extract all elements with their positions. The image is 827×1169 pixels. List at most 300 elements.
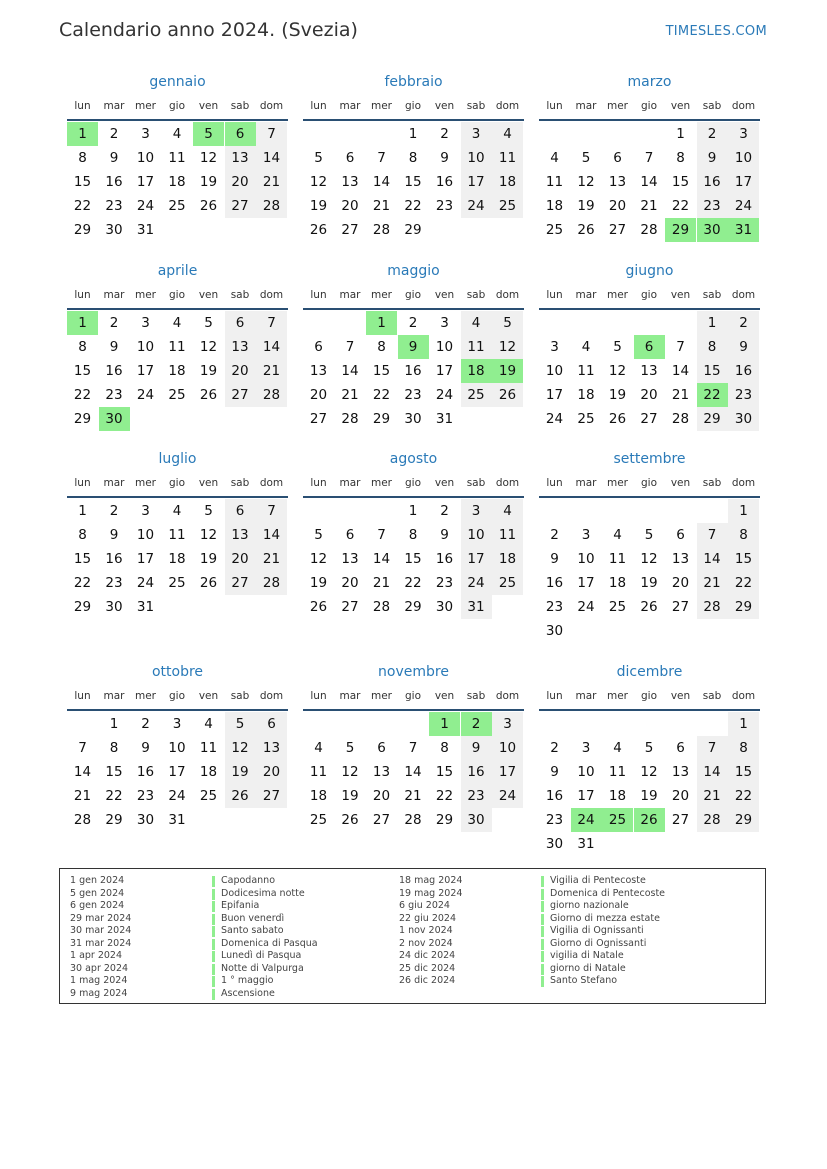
day-cell: 12	[577, 174, 595, 190]
day-cell: 13	[225, 146, 256, 170]
day-cell: 27	[225, 194, 256, 218]
weekday-header: mer	[134, 690, 156, 702]
day-cell: 24	[461, 194, 492, 218]
day-cell: 28	[640, 222, 658, 238]
day-cell: 8	[377, 339, 386, 355]
day-cell: 8	[728, 523, 759, 547]
day-cell: 2	[141, 716, 150, 732]
weekday-header: ven	[434, 690, 455, 702]
month-name: marzo	[627, 74, 672, 90]
day-cell: 17	[136, 174, 155, 190]
day-cell: 12	[341, 764, 359, 780]
day-cell: 26	[309, 599, 328, 615]
day-cell: 7	[345, 339, 355, 355]
day-cell: 10	[728, 146, 759, 170]
month-divider	[67, 496, 288, 498]
day-cell: 17	[168, 764, 186, 780]
day-cell: 22	[404, 575, 422, 591]
day-cell: 1	[728, 712, 759, 736]
day-cell: 26	[309, 222, 328, 238]
weekday-header: mer	[370, 477, 392, 489]
day-cell: 20	[671, 788, 690, 804]
day-cell: 23	[697, 194, 728, 218]
day-cell: 3	[492, 712, 523, 736]
day-cell: 25	[602, 808, 633, 832]
weekday-header: mar	[575, 477, 597, 489]
day-cell: 28	[697, 808, 728, 832]
weekday-header: dom	[731, 100, 756, 112]
weekday-header: ven	[670, 690, 691, 702]
day-cell: 15	[671, 174, 690, 190]
day-cell: 23	[105, 387, 123, 403]
day-cell: 9	[550, 551, 559, 567]
day-cell: 9	[440, 150, 449, 166]
weekday-header: ven	[434, 100, 455, 112]
day-cell: 1	[728, 499, 759, 523]
day-cell: 22	[73, 198, 92, 214]
day-cell: 31	[136, 599, 155, 615]
day-cell: 3	[581, 527, 591, 543]
legend-marker	[212, 914, 215, 925]
weekday-header: gio	[640, 100, 657, 112]
day-cell: 15	[404, 551, 422, 567]
weekday-header: mar	[103, 100, 125, 112]
day-cell: 9	[550, 764, 559, 780]
legend-holiday-name: Vigilia di Pentecoste	[550, 875, 646, 886]
weekday-header: ven	[670, 289, 691, 301]
day-cell: 27	[256, 784, 287, 808]
weekday-header: lun	[74, 289, 91, 301]
day-cell: 24	[136, 387, 155, 403]
day-cell: 10	[136, 339, 155, 355]
day-cell: 29	[404, 222, 422, 238]
month-name: settembre	[613, 451, 686, 467]
day-cell: 10	[461, 523, 492, 547]
legend-marker	[212, 901, 215, 912]
day-cell: 9	[398, 335, 429, 359]
weekday-header: mer	[606, 477, 628, 489]
day-cell: 19	[225, 760, 256, 784]
month-divider	[303, 709, 524, 711]
weekday-header: mer	[370, 100, 392, 112]
day-cell: 19	[309, 198, 328, 214]
day-cell: 22	[697, 383, 728, 407]
legend-date: 19 mag 2024	[399, 887, 463, 899]
day-cell: 5	[204, 503, 213, 519]
legend-marker	[212, 876, 215, 887]
day-cell: 7	[256, 122, 287, 146]
legend-date: 26 dic 2024	[399, 975, 456, 986]
day-cell: 1	[676, 126, 685, 142]
day-cell: 18	[608, 575, 627, 591]
day-cell: 13	[256, 736, 287, 760]
weekday-header: dom	[495, 690, 520, 702]
day-cell: 8	[728, 736, 759, 760]
day-cell: 24	[728, 194, 759, 218]
day-cell: 30	[545, 623, 564, 639]
day-cell: 16	[697, 170, 728, 194]
legend-date: 6 gen 2024	[70, 900, 125, 911]
day-cell: 28	[404, 812, 422, 828]
day-cell: 13	[608, 174, 627, 190]
day-cell: 11	[168, 339, 186, 355]
day-cell: 26	[577, 222, 595, 238]
day-cell: 24	[461, 571, 492, 595]
weekday-header: lun	[310, 477, 327, 489]
day-cell: 30	[545, 836, 564, 852]
legend-date: 30 apr 2024	[70, 962, 129, 974]
legend-date: 1 gen 2024	[70, 875, 125, 886]
legend-marker	[541, 964, 544, 975]
legend-date: 1 mag 2024	[70, 975, 128, 986]
legend-holiday-name: Santo sabato	[221, 925, 284, 936]
day-cell: 18	[168, 363, 186, 379]
day-cell: 4	[613, 527, 622, 543]
day-cell: 16	[545, 788, 564, 804]
holiday-legend	[59, 868, 766, 1004]
day-cell: 3	[440, 315, 449, 331]
weekday-header: mer	[134, 100, 156, 112]
weekday-header: sab	[702, 477, 722, 489]
day-cell: 7	[78, 740, 87, 756]
month-divider	[539, 119, 760, 121]
day-cell: 21	[640, 198, 658, 214]
day-cell: 16	[435, 174, 454, 190]
month-divider	[303, 496, 524, 498]
weekday-header: lun	[74, 690, 91, 702]
day-cell: 1	[366, 311, 397, 335]
day-cell: 7	[697, 523, 728, 547]
month-divider	[303, 308, 524, 310]
month-name: maggio	[387, 263, 440, 279]
weekday-header: mer	[370, 289, 392, 301]
day-cell: 24	[168, 788, 186, 804]
day-cell: 25	[461, 383, 492, 407]
day-cell: 1	[109, 716, 119, 732]
day-cell: 20	[256, 760, 287, 784]
day-cell: 7	[256, 311, 287, 335]
weekday-header: sab	[466, 100, 486, 112]
day-cell: 24	[136, 575, 155, 591]
weekday-header: sab	[230, 477, 250, 489]
legend-date: 9 mag 2024	[70, 987, 128, 999]
day-cell: 19	[640, 788, 658, 804]
day-cell: 22	[435, 788, 454, 804]
day-cell: 19	[199, 174, 218, 190]
weekday-header: sab	[230, 690, 250, 702]
day-cell: 14	[697, 547, 728, 571]
day-cell: 26	[608, 411, 627, 427]
day-cell: 17	[728, 170, 759, 194]
day-cell: 3	[728, 122, 759, 146]
weekday-header: sab	[466, 477, 486, 489]
weekday-header: ven	[198, 690, 219, 702]
legend-marker	[541, 926, 544, 937]
day-cell: 30	[728, 407, 759, 431]
day-cell: 13	[372, 764, 391, 780]
day-cell: 14	[341, 363, 359, 379]
day-cell: 17	[461, 547, 492, 571]
weekday-header: dom	[259, 690, 284, 702]
month-name: dicembre	[616, 664, 683, 680]
day-cell: 10	[435, 339, 454, 355]
day-cell: 5	[644, 740, 654, 756]
weekday-header: dom	[259, 477, 284, 489]
day-cell: 12	[608, 363, 627, 379]
day-cell: 6	[225, 499, 256, 523]
day-cell: 26	[492, 383, 523, 407]
day-cell: 28	[671, 411, 690, 427]
day-cell: 31	[435, 411, 454, 427]
day-cell: 9	[728, 335, 759, 359]
day-cell: 16	[105, 174, 123, 190]
day-cell: 30	[461, 808, 492, 832]
day-cell: 20	[608, 198, 627, 214]
day-cell: 27	[671, 812, 690, 828]
day-cell: 2	[440, 126, 449, 142]
day-cell: 25	[608, 599, 627, 615]
day-cell: 31	[136, 222, 155, 238]
legend-date: 22 giu 2024	[399, 912, 456, 924]
day-cell: 7	[697, 736, 728, 760]
day-cell: 6	[225, 311, 256, 335]
legend-marker	[212, 939, 215, 950]
month-name: febbraio	[384, 74, 443, 90]
legend-marker	[212, 926, 215, 937]
day-cell: 1	[78, 503, 87, 519]
site-link[interactable]: TIMESLES.COM	[665, 24, 767, 39]
legend-marker	[541, 976, 544, 987]
day-cell: 22	[105, 788, 123, 804]
legend-date: 30 mar 2024	[70, 925, 132, 936]
month-divider	[67, 308, 288, 310]
legend-marker	[212, 976, 215, 987]
weekday-header: mer	[606, 690, 628, 702]
day-cell: 5	[581, 150, 591, 166]
day-cell: 29	[697, 407, 728, 431]
weekday-header: mar	[575, 690, 597, 702]
day-cell: 10	[136, 150, 155, 166]
weekday-header: mar	[103, 289, 125, 301]
day-cell: 11	[492, 523, 523, 547]
day-cell: 20	[640, 387, 658, 403]
weekday-header: lun	[74, 100, 91, 112]
weekday-header: lun	[310, 690, 327, 702]
day-cell: 8	[78, 527, 87, 543]
day-cell: 19	[492, 359, 523, 383]
day-cell: 14	[697, 760, 728, 784]
day-cell: 1	[408, 126, 418, 142]
day-cell: 25	[492, 571, 523, 595]
legend-holiday-name: Dodicesima notte	[221, 887, 305, 899]
day-cell: 16	[105, 363, 123, 379]
day-cell: 23	[545, 599, 564, 615]
day-cell: 1	[697, 311, 728, 335]
month-divider	[67, 119, 288, 121]
day-cell: 16	[545, 575, 564, 591]
legend-date: 1 nov 2024	[399, 925, 453, 936]
day-cell: 17	[492, 760, 523, 784]
day-cell: 30	[435, 599, 454, 615]
day-cell: 2	[440, 503, 449, 519]
day-cell: 1	[67, 311, 98, 335]
day-cell: 29	[73, 411, 92, 427]
day-cell: 8	[408, 150, 418, 166]
day-cell: 9	[141, 740, 150, 756]
weekday-header: mer	[606, 289, 628, 301]
weekday-header: mer	[370, 690, 392, 702]
day-cell: 15	[728, 547, 759, 571]
day-cell: 23	[136, 788, 155, 804]
day-cell: 23	[728, 383, 759, 407]
day-cell: 2	[550, 740, 559, 756]
day-cell: 20	[309, 387, 328, 403]
day-cell: 5	[314, 150, 323, 166]
month-name: novembre	[378, 664, 449, 680]
legend-date: 5 gen 2024	[70, 887, 125, 899]
day-cell: 2	[408, 315, 418, 331]
day-cell: 23	[404, 387, 422, 403]
day-cell: 28	[372, 599, 391, 615]
day-cell: 14	[671, 363, 690, 379]
day-cell: 18	[461, 359, 492, 383]
day-cell: 25	[577, 411, 595, 427]
day-cell: 4	[204, 716, 213, 732]
day-cell: 18	[492, 547, 523, 571]
month-divider	[539, 709, 760, 711]
day-cell: 1	[408, 503, 418, 519]
legend-date: 2 nov 2024	[399, 937, 453, 949]
weekday-header: lun	[546, 100, 563, 112]
day-cell: 16	[461, 760, 492, 784]
weekday-header: ven	[434, 289, 455, 301]
day-cell: 30	[697, 218, 728, 242]
month-divider	[539, 496, 760, 498]
weekday-header: dom	[731, 289, 756, 301]
weekday-header: gio	[640, 289, 657, 301]
day-cell: 14	[73, 764, 92, 780]
day-cell: 21	[671, 387, 690, 403]
day-cell: 26	[341, 812, 359, 828]
weekday-header: ven	[670, 100, 691, 112]
day-cell: 25	[199, 788, 218, 804]
day-cell: 9	[697, 146, 728, 170]
day-cell: 30	[404, 411, 422, 427]
day-cell: 28	[372, 222, 391, 238]
weekday-header: gio	[404, 690, 421, 702]
day-cell: 3	[581, 740, 591, 756]
weekday-header: mar	[103, 690, 125, 702]
day-cell: 19	[608, 387, 627, 403]
day-cell: 19	[199, 363, 218, 379]
day-cell: 5	[193, 122, 224, 146]
day-cell: 25	[168, 387, 186, 403]
day-cell: 14	[372, 551, 391, 567]
day-cell: 12	[225, 736, 256, 760]
day-cell: 4	[172, 503, 182, 519]
day-cell: 31	[168, 812, 186, 828]
weekday-header: gio	[168, 100, 185, 112]
day-cell: 17	[435, 363, 454, 379]
day-cell: 4	[172, 126, 182, 142]
day-cell: 19	[341, 788, 359, 804]
day-cell: 9	[109, 527, 119, 543]
day-cell: 6	[314, 339, 323, 355]
day-cell: 13	[341, 551, 359, 567]
month-divider	[539, 308, 760, 310]
day-cell: 7	[256, 499, 287, 523]
day-cell: 20	[225, 170, 256, 194]
weekday-header: mer	[134, 477, 156, 489]
day-cell: 18	[608, 788, 627, 804]
day-cell: 13	[341, 174, 359, 190]
month-divider	[303, 119, 524, 121]
weekday-header: sab	[466, 690, 486, 702]
day-cell: 30	[136, 812, 155, 828]
day-cell: 22	[671, 198, 690, 214]
weekday-header: lun	[546, 477, 563, 489]
day-cell: 28	[256, 383, 287, 407]
weekday-header: gio	[168, 690, 185, 702]
legend-holiday-name: Buon venerdì	[221, 912, 285, 924]
day-cell: 11	[545, 174, 564, 190]
day-cell: 10	[136, 527, 155, 543]
day-cell: 27	[341, 599, 359, 615]
day-cell: 23	[105, 198, 123, 214]
day-cell: 9	[109, 339, 119, 355]
day-cell: 4	[581, 339, 591, 355]
day-cell: 15	[73, 363, 92, 379]
day-cell: 9	[109, 150, 119, 166]
weekday-header: sab	[702, 289, 722, 301]
day-cell: 29	[665, 218, 696, 242]
weekday-header: dom	[495, 477, 520, 489]
day-cell: 21	[256, 170, 287, 194]
weekday-header: lun	[546, 289, 563, 301]
legend-holiday-name: Domenica di Pasqua	[221, 937, 318, 949]
day-cell: 2	[550, 527, 559, 543]
day-cell: 6	[225, 122, 256, 146]
day-cell: 25	[309, 812, 328, 828]
day-cell: 10	[577, 551, 595, 567]
day-cell: 14	[256, 523, 287, 547]
day-cell: 5	[613, 339, 622, 355]
legend-holiday-name: Vigilia di Ognissanti	[550, 925, 644, 936]
day-cell: 22	[728, 784, 759, 808]
day-cell: 29	[372, 411, 391, 427]
day-cell: 8	[109, 740, 119, 756]
day-cell: 6	[613, 150, 622, 166]
day-cell: 26	[225, 784, 256, 808]
day-cell: 5	[225, 712, 256, 736]
day-cell: 28	[341, 411, 359, 427]
day-cell: 25	[168, 198, 186, 214]
day-cell: 6	[676, 527, 685, 543]
day-cell: 14	[256, 335, 287, 359]
weekday-header: dom	[259, 100, 284, 112]
day-cell: 12	[492, 335, 523, 359]
day-cell: 2	[109, 126, 119, 142]
day-cell: 15	[73, 174, 92, 190]
day-cell: 16	[404, 363, 422, 379]
legend-marker	[212, 951, 215, 962]
weekday-header: mar	[339, 477, 361, 489]
day-cell: 19	[640, 575, 658, 591]
day-cell: 12	[640, 764, 658, 780]
day-cell: 27	[341, 222, 359, 238]
month-name: luglio	[158, 451, 197, 467]
legend-holiday-name: vigilia di Natale	[550, 950, 624, 961]
